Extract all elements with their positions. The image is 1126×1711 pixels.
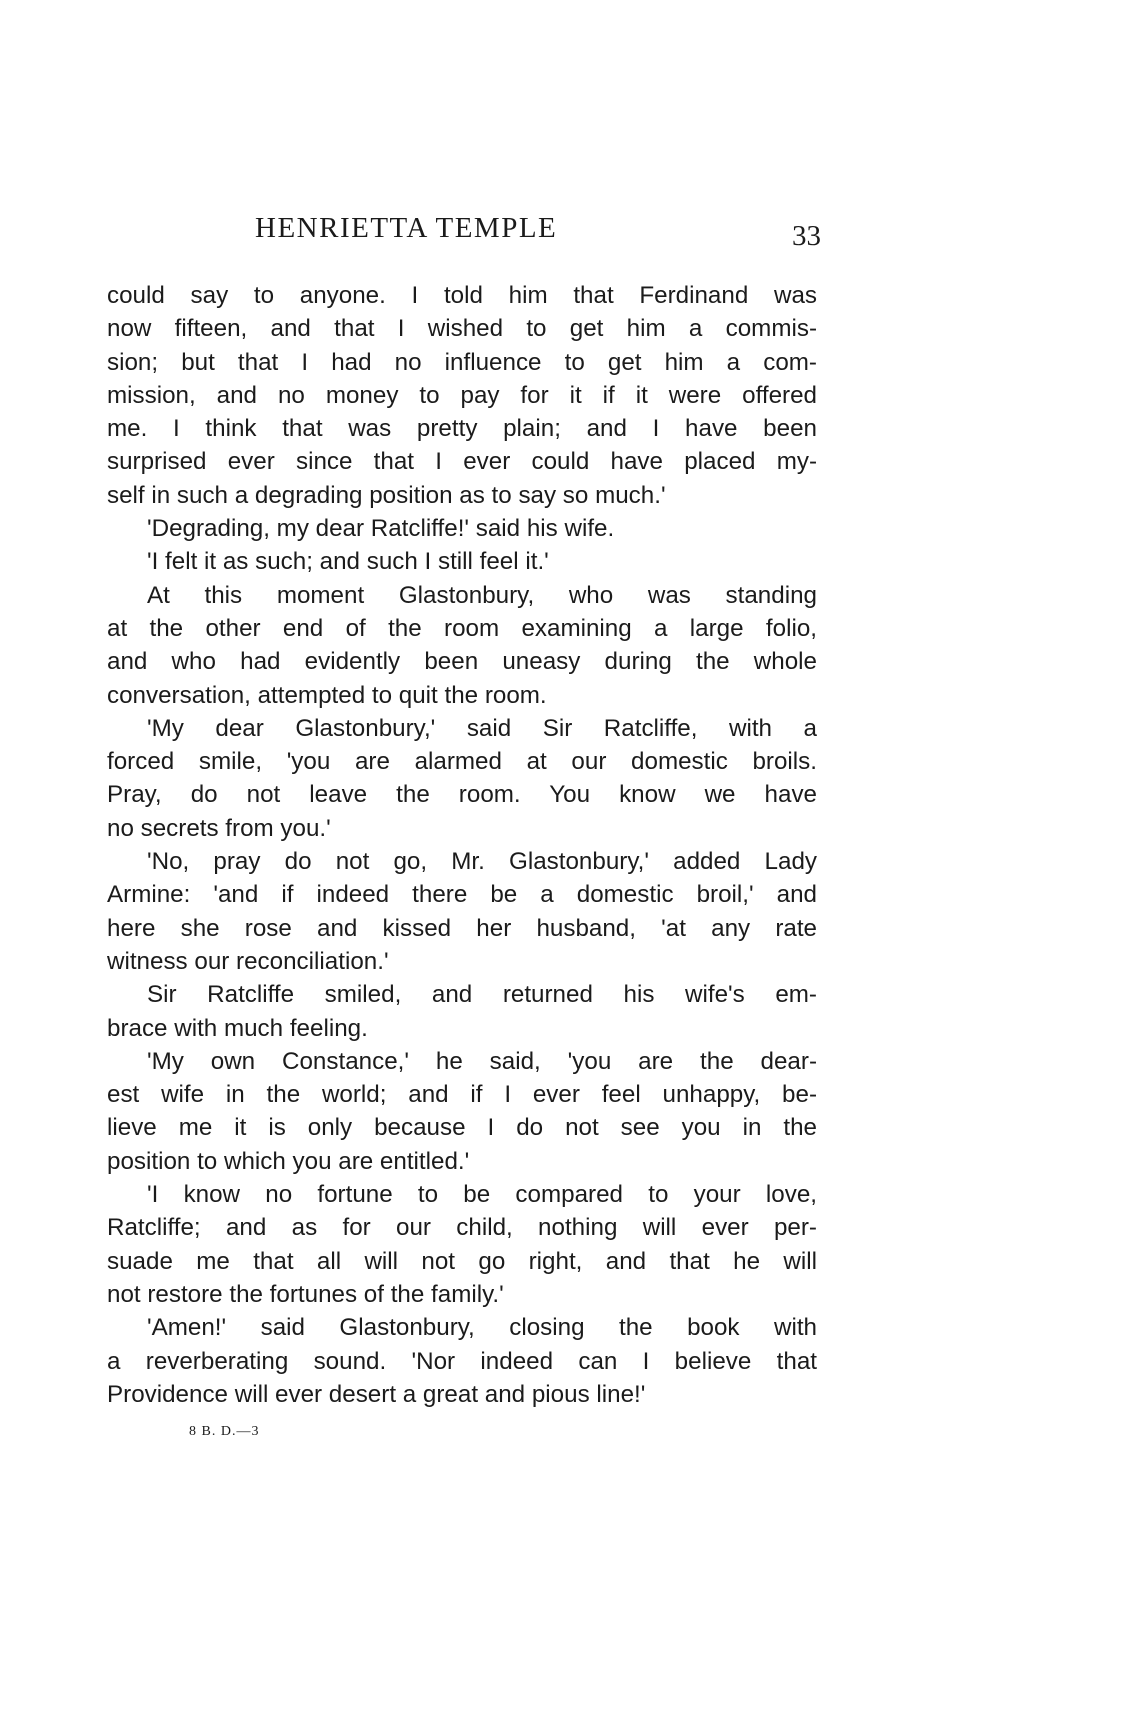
text-line: 'I felt it as such; and such I still feel it.' bbox=[147, 548, 549, 576]
text-line: conversation, attempted to quit the room. bbox=[107, 681, 547, 709]
text-line: Sir Ratcliffe smiled, and returned his wife's em- bbox=[147, 981, 817, 1009]
text-line: 'Degrading, my dear Ratcliffe!' said his wife. bbox=[147, 515, 615, 543]
text-line: not restore the fortunes of the family.' bbox=[107, 1280, 504, 1308]
text-line: self in such a degrading position as to say so much.' bbox=[107, 481, 666, 509]
text-line: 'Amen!' said Glastonbury, closing the book with bbox=[147, 1314, 817, 1342]
text-line: brace with much feeling. bbox=[107, 1014, 368, 1042]
text-line: 'I know no fortune to be compared to your love, bbox=[147, 1181, 817, 1209]
text-line: Providence will ever desert a great and pious line!' bbox=[107, 1380, 646, 1408]
text-line: position to which you are entitled.' bbox=[107, 1147, 470, 1175]
text-line: 'No, pray do not go, Mr. Glastonbury,' added Lady bbox=[147, 848, 817, 876]
text-line: witness our reconciliation.' bbox=[107, 947, 389, 975]
text-line: no secrets from you.' bbox=[107, 814, 331, 842]
text-line: 'My dear Glastonbury,' said Sir Ratcliffe, with a bbox=[147, 714, 817, 742]
running-title: HENRIETTA TEMPLE bbox=[255, 212, 558, 244]
running-head bbox=[107, 212, 821, 252]
text-line: mission, and no money to pay for it if it were offered bbox=[107, 381, 817, 409]
text-line: est wife in the world; and if I ever feel unhappy, be- bbox=[107, 1081, 817, 1109]
text-line: me. I think that was pretty plain; and I have been bbox=[107, 415, 817, 443]
text-line: Pray, do not leave the room. You know we have bbox=[107, 781, 817, 809]
text-line: Armine: 'and if indeed there be a domestic broil,' and bbox=[107, 881, 817, 909]
text-line: lieve me it is only because I do not see you in the bbox=[107, 1114, 817, 1142]
printer-signature: 8 B. D.—3 bbox=[189, 1424, 260, 1439]
text-line: and who had evidently been uneasy during the whole bbox=[107, 648, 817, 676]
text-line: forced smile, 'you are alarmed at our domestic broils. bbox=[107, 748, 817, 776]
body-text bbox=[107, 279, 817, 1411]
text-line: Ratcliffe; and as for our child, nothing will ever per- bbox=[107, 1214, 817, 1242]
page-number: 33 bbox=[792, 220, 821, 252]
text-line: sion; but that I had no influence to get him a com- bbox=[107, 348, 817, 376]
text-line: could say to anyone. I told him that Ferdinand was bbox=[107, 282, 817, 309]
text-line: here she rose and kissed her husband, 'at any rate bbox=[107, 914, 817, 942]
text-line: a reverberating sound. 'Nor indeed can I believe that bbox=[107, 1347, 817, 1375]
text-line: now fifteen, and that I wished to get him a commis- bbox=[107, 315, 817, 343]
text-line: suade me that all will not go right, and that he will bbox=[107, 1247, 817, 1275]
text-line: at the other end of the room examining a large folio, bbox=[107, 614, 817, 642]
text-line: At this moment Glastonbury, who was standing bbox=[147, 581, 817, 609]
text-line: surprised ever since that I ever could have placed my- bbox=[107, 448, 817, 476]
text-line: 'My own Constance,' he said, 'you are the dear- bbox=[147, 1047, 817, 1075]
